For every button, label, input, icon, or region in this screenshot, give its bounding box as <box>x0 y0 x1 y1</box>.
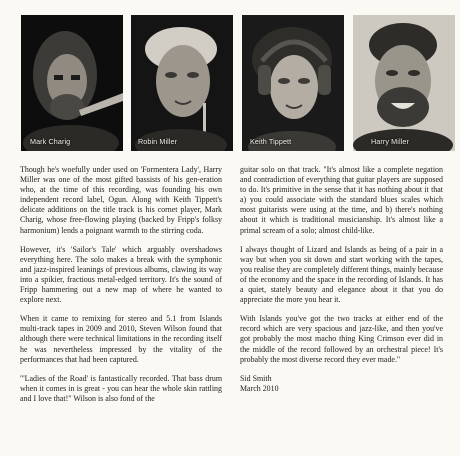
paragraph: With Islands you've got the two tracks at either end of the record which are very spacious and jazz-like, and then you've got probably the most macho thing King Crimson ever did in the middle of the record followed by an orchestral piece! It's probably the most diverse record they ever made." <box>240 314 443 364</box>
portrait-image <box>21 15 123 151</box>
paragraph: I always thought of Lizard and Islands as being of a pair in a way but when you sit down and start working with the tapes, you realise they are completely different things, mainly because of the economy and the space in the recording of Islands. It has a quiet, stately beauty and elegance about it that you do appreciate the more you hear it. <box>240 244 443 305</box>
article-right-column <box>240 165 443 394</box>
paragraph: "'Ladies of the Road' is fantastically recorded. That bass drum when it comes in is great - you can hear the whole skin rattling and I love that!" Wilson is also fond of the <box>20 373 222 403</box>
paragraph: However, it's 'Sailor's Tale' which arguably overshadows everything here. The solo makes a break with the symphonic and jazz-inspired leanings of previous albums, clawing its way into a spikier, fractious metal-edged territory. It's the sound of Fripp hammering out a new map of where he wanted to explore next. <box>20 244 222 305</box>
signature-date: March 2010 <box>240 383 279 393</box>
photo-mark-charig <box>21 15 123 151</box>
portrait-image <box>353 15 455 151</box>
photo-robin-miller <box>131 15 233 151</box>
photo-harry-miller <box>353 15 455 151</box>
portrait-image <box>131 15 233 151</box>
photo-caption: Keith Tippett <box>250 137 292 146</box>
photo-caption: Mark Charig <box>30 137 71 146</box>
photo-strip <box>21 15 455 151</box>
paragraph: When it came to remixing for stereo and 5.1 from Islands multi-track tapes in 2009 and 2010, Steven Wilson found that although there were technical limitations in the recording itself he was nevertheless impressed by the vitality of the performances that had been captured. <box>20 314 222 364</box>
photo-caption: Robin Miller <box>138 137 178 146</box>
signature <box>240 374 443 394</box>
photo-caption: Harry Miller <box>371 137 409 146</box>
paragraph: guitar solo on that track. "It's almost like a complete negation and contradiction of everything that guitar players are supposed to do. It's primitive in the sense that it has nothing about it that a) you could associate with the standard blues scales which most guitarists were using at the time, and b) there's nothing about it which is traditional musicianship. It's almost like a primal scream of a solo; almost child-like. <box>240 165 443 235</box>
paragraph: Though he's woefully under used on 'Formentera Lady', Harry Miller was one of the most gifted bassists of his gen-eration who, at the time of this recording, was founding his own independent record label, Ogun. Along with Keith Tippett's delicate additions on the title track is his cornet player, Mark Charig, whose free-flowing playing (backed by Fripp's folksy harmonium) lends a poignant warmth to the stirring coda. <box>20 165 222 235</box>
photo-keith-tippett <box>242 15 344 151</box>
article-left-column <box>20 165 222 413</box>
portrait-image <box>242 15 344 151</box>
signature-author: Sid Smith <box>240 373 272 383</box>
